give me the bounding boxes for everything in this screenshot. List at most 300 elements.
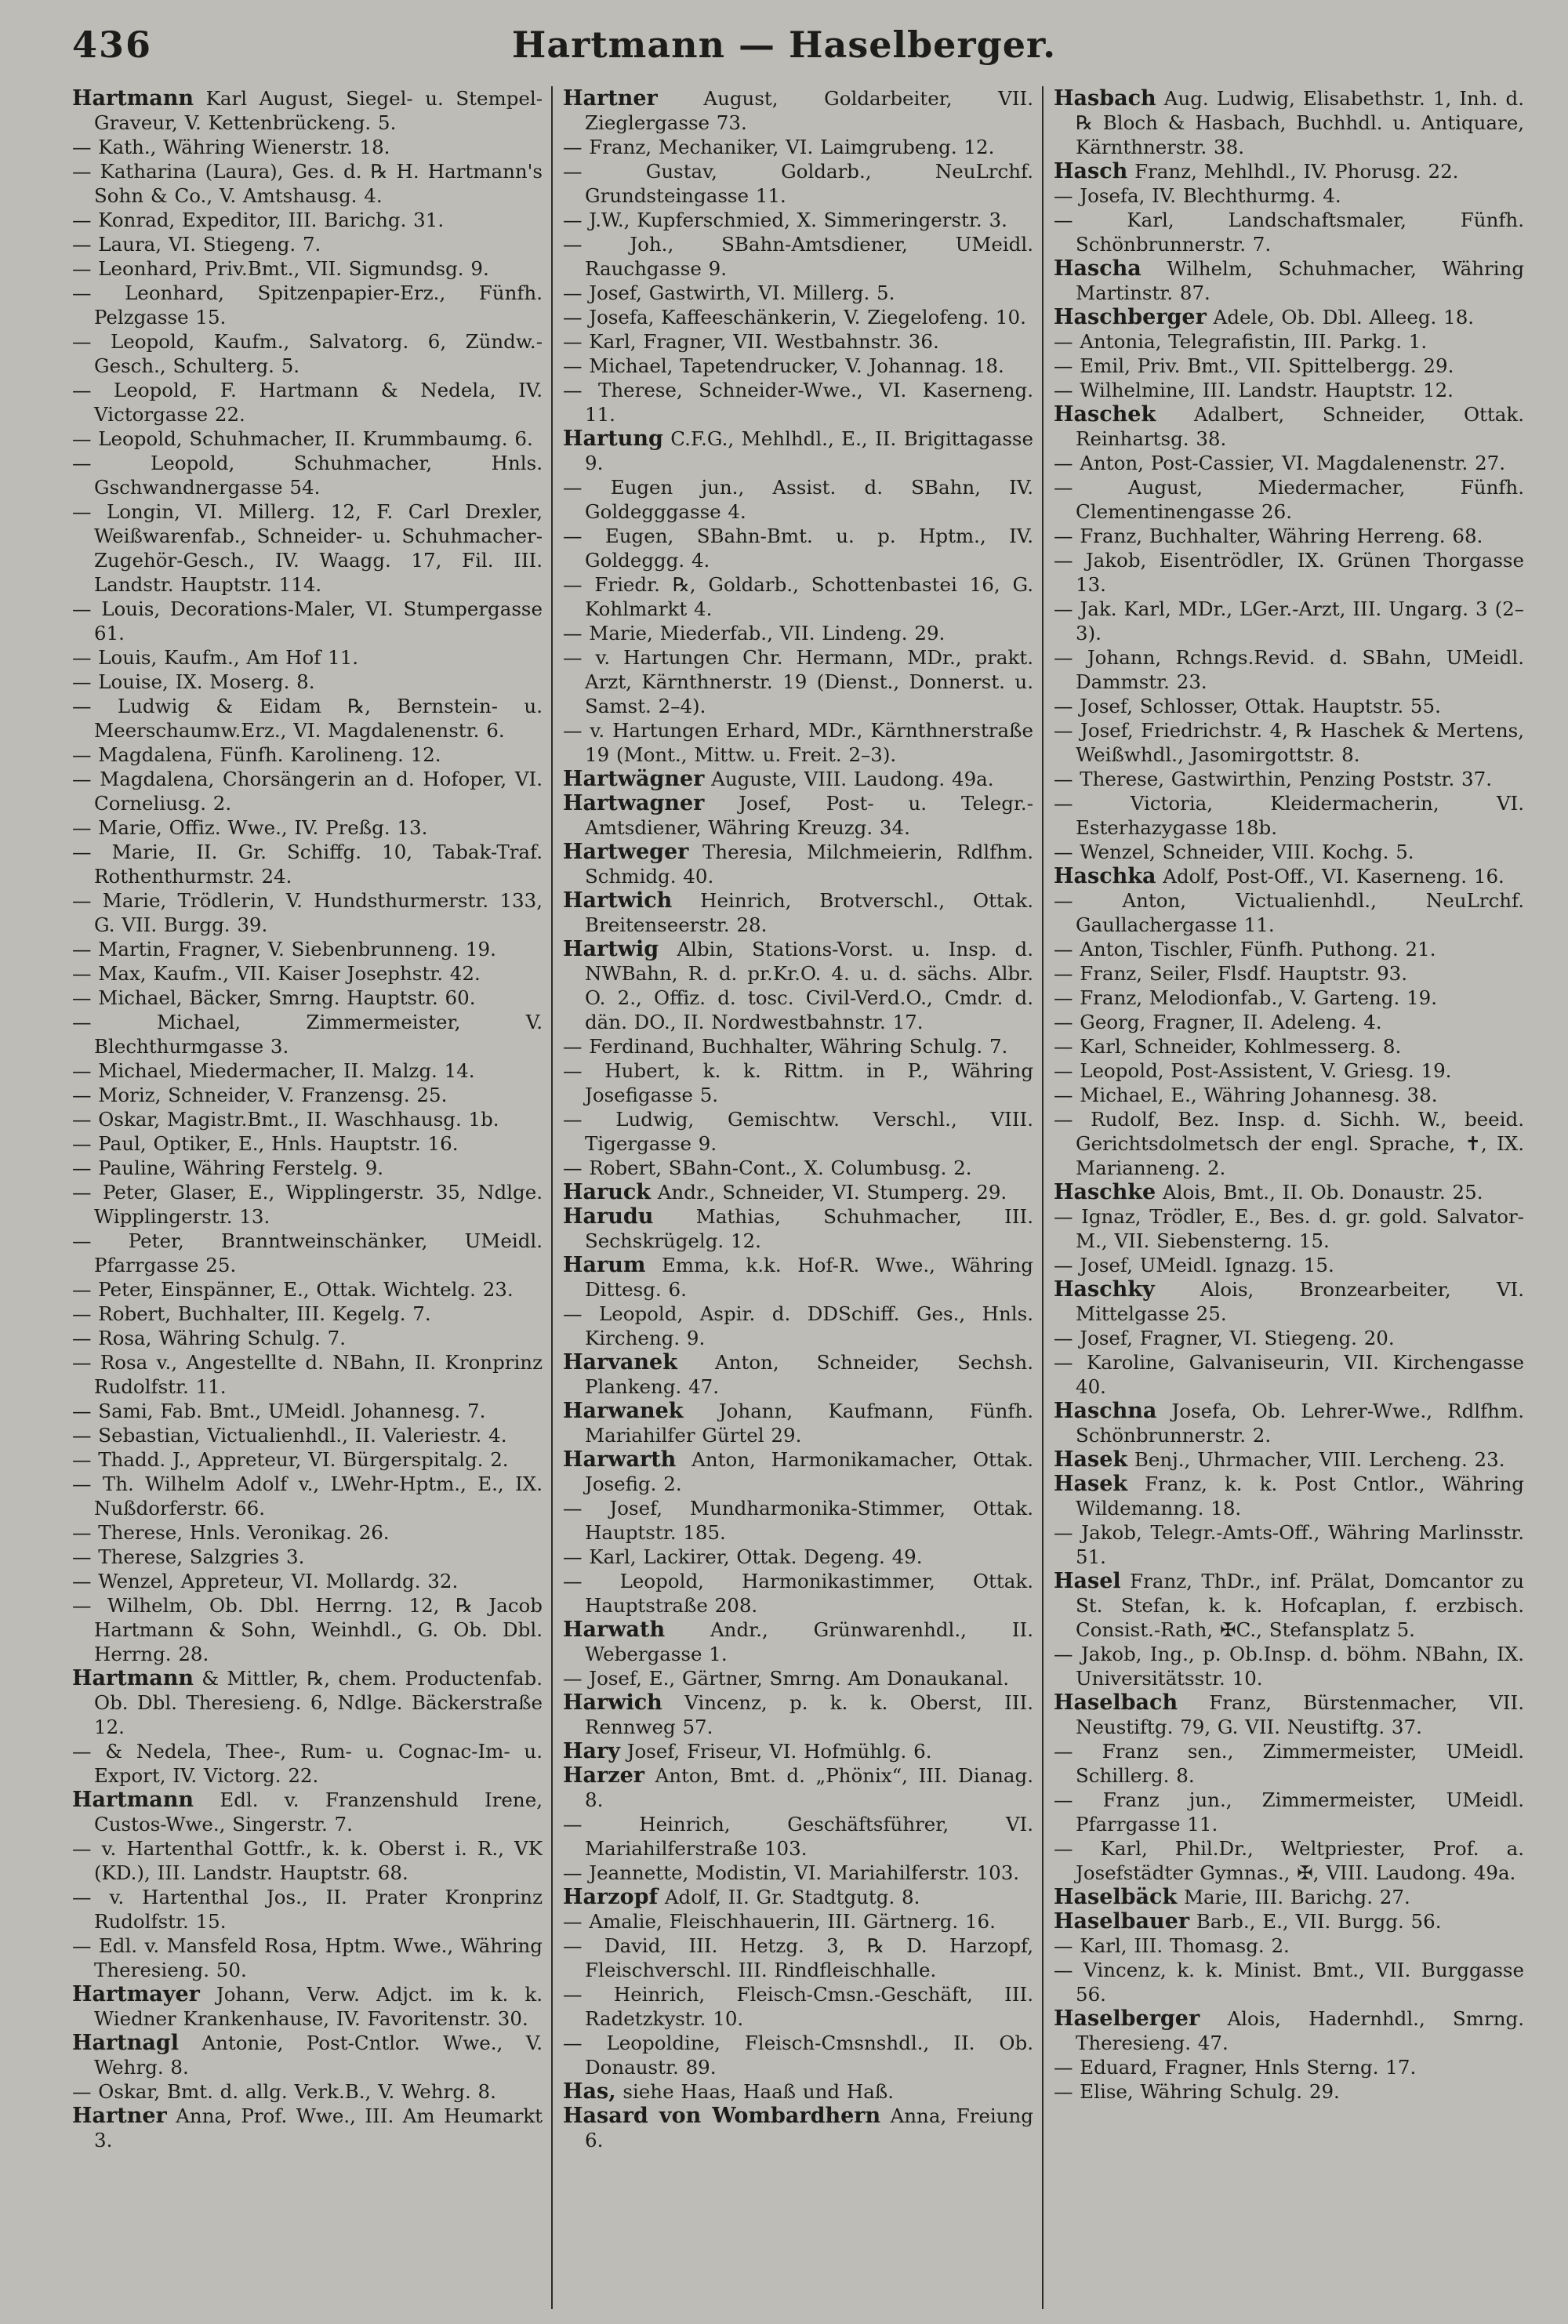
entry-text: Franz, Bürstenmacher, VII. Neustiftg. 79, G. VII. Neustiftg. 37.	[1076, 1691, 1524, 1738]
entry-text: Josef, Friseur, VI. Hofmühlg. 6.	[619, 1740, 932, 1763]
entry-text: — Louise, IX. Moserg. 8.	[72, 670, 315, 693]
directory-entry	[563, 937, 1033, 1034]
directory-entry	[563, 1982, 1033, 2031]
entry-surname: Haschek	[1054, 402, 1156, 427]
entry-text: Adolf, Post-Off., VI. Kaserneng. 16.	[1156, 865, 1504, 888]
entry-text: — Leonhard, Priv.Bmt., VII. Sigmundsg. 9.	[72, 257, 489, 280]
entry-text: Karl August, Siegel- u. Stempel-Graveur, V. Kettenbrückeng. 5.	[94, 87, 543, 134]
directory-entry	[72, 1934, 543, 1982]
entry-text: Anna, Prof. Wwe., III. Am Heumarkt 3.	[94, 2104, 543, 2152]
entry-text: — Jakob, Telegr.-Amts-Off., Währing Marlinsstr. 51.	[1054, 1521, 1524, 1568]
entry-text: — Karl, Landschaftsmaler, Fünfh. Schönbrunnerstr. 7.	[1054, 209, 1524, 256]
entry-text: — Leopold, Schuhmacher, Hnls. Gschwandnergasse 54.	[72, 452, 543, 499]
entry-text: — Sebastian, Victualienhdl., II. Valeriestr. 4.	[72, 1424, 507, 1447]
directory-entry	[563, 1812, 1033, 1861]
entry-text: — Jak. Karl, MDr., LGer.-Arzt, III. Ungarg. 3 (2–3).	[1054, 597, 1524, 645]
entry-text: — Rosa, Währing Schulg. 7.	[72, 1327, 347, 1349]
entry-text: — Michael, E., Währing Johannesg. 38.	[1054, 1084, 1438, 1106]
directory-entry	[563, 1034, 1033, 1059]
directory-entry	[72, 427, 543, 451]
entry-surname: Hasard von Wombardhern	[563, 2104, 881, 2128]
entry-text: — J.W., Kupferschmied, X. Simmeringerstr. 3.	[563, 209, 1007, 231]
entry-text: — Josef, E., Gärtner, Smrng. Am Donaukanal.	[563, 1667, 1010, 1690]
directory-entry	[563, 1861, 1033, 1885]
directory-entry	[1054, 329, 1524, 354]
directory-entry	[1054, 1739, 1524, 1788]
directory-entry	[72, 1326, 543, 1350]
entry-text: C.F.G., Mehlhdl., E., II. Brigittagasse 9.	[585, 427, 1033, 474]
entry-text: — Elise, Währing Schulg. 29.	[1054, 2080, 1340, 2103]
directory-entry	[72, 1520, 543, 1545]
entry-surname: Hartung	[563, 427, 663, 451]
directory-entry	[1054, 475, 1524, 524]
entry-text: Franz, k. k. Post Cntlor., Währing Wildemanng. 18.	[1076, 1472, 1524, 1520]
entry-text: — Emil, Priv. Bmt., VII. Spittelbergg. 29.	[1054, 354, 1454, 377]
column-right	[1054, 86, 1524, 2309]
entry-text: Marie, III. Barichg. 27.	[1177, 1886, 1410, 1908]
entry-text: — Anton, Victualienhdl., NeuLrchf. Gaullachergasse 11.	[1054, 889, 1524, 936]
directory-entry	[72, 1739, 543, 1788]
entry-text: Josefa, Ob. Lehrer-Wwe., Rdlfhm. Schönbrunnerstr. 2.	[1076, 1400, 1524, 1447]
entry-text: Emma, k.k. Hof-R. Wwe., Währing Dittesg. 6.	[585, 1254, 1033, 1301]
entry-text: Franz, Mehlhdl., IV. Phorusg. 22.	[1127, 160, 1459, 183]
directory-entry	[563, 524, 1033, 572]
directory-entry	[1054, 1399, 1524, 1447]
directory-entry	[72, 694, 543, 743]
entry-text: — Oskar, Bmt. d. allg. Verk.B., V. Wehrg. 8.	[72, 2080, 496, 2103]
entry-text: — Eduard, Fragner, Hnls Sterng. 17.	[1054, 2056, 1417, 2079]
entry-text: — Antonia, Telegrafistin, III. Parkg. 1.	[1054, 330, 1428, 353]
entry-surname: Hasek	[1054, 1447, 1128, 1472]
directory-entry	[72, 1472, 543, 1520]
directory-entry	[1054, 1909, 1524, 1934]
directory-entry	[1054, 840, 1524, 864]
directory-entry	[563, 1909, 1033, 1934]
directory-entry	[563, 621, 1033, 645]
entry-text: — Marie, Offiz. Wwe., IV. Preßg. 13.	[72, 816, 428, 839]
entry-text: — Anton, Tischler, Fünfh. Puthong. 21.	[1054, 938, 1436, 960]
directory-entry	[1054, 86, 1524, 159]
directory-entry	[72, 670, 543, 694]
entry-text: — Karl, Schneider, Kohlmesserg. 8.	[1054, 1035, 1402, 1058]
directory-entry	[563, 645, 1033, 718]
directory-entry	[72, 499, 543, 597]
entry-text: Adalbert, Schneider, Ottak. Reinhartsg. 38.	[1076, 403, 1524, 450]
entry-text: Franz, ThDr., inf. Prälat, Domcantor zu St. Stefan, k. k. Hofcaplan, f. erzbisch. Consist.-Rath, ✠C., Stefansplatz 5.	[1076, 1570, 1524, 1641]
directory-entry	[1054, 402, 1524, 451]
entry-surname: Haschke	[1054, 1180, 1156, 1204]
directory-entry	[72, 1569, 543, 1593]
entry-text: Adele, Ob. Dbl. Alleeg. 18.	[1206, 306, 1475, 329]
entry-text: — Karl, Fragner, VII. Westbahnstr. 36.	[563, 330, 939, 353]
entry-surname: Haselbauer	[1054, 1909, 1190, 1934]
directory-entry	[563, 1180, 1033, 1204]
directory-entry	[1054, 1010, 1524, 1034]
directory-entry	[1054, 548, 1524, 597]
entry-surname: Hartnagl	[72, 2031, 179, 2055]
directory-entry	[72, 888, 543, 937]
directory-entry	[1054, 1083, 1524, 1107]
entry-text: — Wenzel, Appreteur, VI. Mollardg. 32.	[72, 1570, 459, 1592]
directory-entry	[563, 1302, 1033, 1350]
entry-surname: Harwich	[563, 1690, 662, 1715]
entry-text: — Karoline, Galvaniseurin, VII. Kirchengasse 40.	[1054, 1351, 1524, 1398]
entry-text: — Leopold, Schuhmacher, II. Krummbaumg. 6.	[72, 427, 533, 450]
directory-entry	[1054, 256, 1524, 305]
entry-surname: Harzer	[563, 1763, 644, 1788]
directory-entry	[1054, 208, 1524, 256]
entry-surname: Harwath	[563, 1618, 666, 1642]
entry-text: Mathias, Schuhmacher, III. Sechskrügelg. 12.	[585, 1205, 1033, 1252]
directory-entry	[72, 2079, 543, 2104]
entry-surname: Haselberger	[1054, 2006, 1200, 2031]
directory-entry	[563, 718, 1033, 767]
entry-text: & Mittler, ℞, chem. Productenfab. Ob. Dbl. Theresieng. 6, Ndlge. Bäckerstraße 12.	[94, 1667, 543, 1738]
directory-entry	[563, 1618, 1033, 1666]
entry-text: — Leopold, F. Hartmann & Nedela, IV. Victorgasse 22.	[72, 379, 543, 426]
entry-text: — Leopold, Harmonikastimmer, Ottak. Hauptstraße 208.	[563, 1570, 1033, 1617]
entry-text: Antonie, Post-Cntlor. Wwe., V. Wehrg. 8.	[94, 2032, 543, 2079]
directory-entry	[563, 888, 1033, 937]
entry-surname: Hartweger	[563, 840, 689, 864]
directory-entry	[1054, 718, 1524, 767]
entry-text: — Rosa v., Angestellte d. NBahn, II. Kronprinz Rudolfstr. 11.	[72, 1351, 543, 1398]
entry-text: — Therese, Schneider-Wwe., VI. Kaserneng. 11.	[563, 379, 1033, 426]
entry-text: — Gustav, Goldarb., NeuLrchf. Grundsteingasse 11.	[563, 160, 1033, 207]
directory-entry	[1054, 524, 1524, 548]
entry-surname: Hartwig	[563, 937, 659, 961]
directory-entry	[1054, 1447, 1524, 1472]
directory-entry	[72, 378, 543, 427]
entry-text: — Georg, Fragner, II. Adeleng. 4.	[1054, 1011, 1382, 1033]
page-header	[0, 24, 1568, 94]
directory-entry	[563, 1934, 1033, 1982]
directory-entry	[72, 1277, 543, 1302]
directory-entry	[1054, 354, 1524, 378]
directory-entry	[563, 86, 1033, 135]
entry-text: — Oskar, Magistr.Bmt., II. Waschhausg. 1b.	[72, 1108, 499, 1131]
entry-text: — Robert, Buchhalter, III. Kegelg. 7.	[72, 1302, 431, 1325]
entry-text: — Jakob, Ing., p. Ob.Insp. d. böhm. NBahn, IX. Universitätsstr. 10.	[1054, 1643, 1524, 1690]
directory-entry	[563, 2031, 1033, 2079]
entry-text: — Heinrich, Fleisch-Cmsn.-Geschäft, III. Radetzkystr. 10.	[563, 1983, 1033, 2030]
directory-entry	[72, 2104, 543, 2152]
entry-text: August, Goldarbeiter, VII. Zieglergasse 73.	[585, 87, 1033, 134]
entry-text: — Wilhelmine, III. Landstr. Hauptstr. 12.	[1054, 379, 1454, 401]
entry-text: — Josef, UMeidl. Ignazg. 15.	[1054, 1254, 1334, 1276]
entry-text: — Josefa, IV. Blechthurmg. 4.	[1054, 184, 1341, 207]
directory-entry	[1054, 986, 1524, 1010]
entry-text: — Marie, Miederfab., VII. Lindeng. 29.	[563, 622, 946, 645]
entry-text: Theresia, Milchmeierin, Rdlfhm. Schmidg. 40.	[585, 841, 1033, 888]
entry-text: — Moriz, Schneider, V. Franzensg. 25.	[72, 1084, 448, 1106]
entry-text: — Wenzel, Schneider, VIII. Kochg. 5.	[1054, 841, 1414, 863]
directory-entry	[1054, 1569, 1524, 1642]
directory-entry	[563, 572, 1033, 621]
directory-entry	[72, 840, 543, 888]
entry-text: — Franz, Mechaniker, VI. Laimgrubeng. 12.	[563, 136, 995, 158]
entry-text: — v. Hartenthal Gottfr., k. k. Oberst i. R., VK (KD.), III. Landstr. Hauptstr. 68.	[72, 1837, 543, 1884]
entry-text: — Josef, Friedrichstr. 4, ℞ Haschek & Mertens, Weißwhdl., Jasomirgottstr. 8.	[1054, 719, 1524, 766]
directory-entry	[1054, 791, 1524, 840]
entry-surname: Hartmann	[72, 1666, 194, 1690]
directory-entry	[563, 1690, 1033, 1739]
entry-text: — Louis, Decorations-Maler, VI. Stumpergasse 61.	[72, 597, 543, 645]
entry-surname: Hartmann	[72, 1788, 194, 1812]
entry-surname: Harudu	[563, 1204, 654, 1229]
entry-text: — Franz sen., Zimmermeister, UMeidl. Schillerg. 8.	[1054, 1740, 1524, 1787]
column-middle	[563, 86, 1033, 2309]
entry-text: — Longin, VI. Millerg. 12, F. Carl Drexler, Weißwarenfab., Schneider- u. Schuhmacher-Zugehör-Gesch., IV. Waagg. 17, Fil. III. Landstr. Hauptstr. 114.	[72, 500, 543, 596]
directory-entry	[1054, 1934, 1524, 1958]
entry-text: — Ludwig, Gemischtw. Verschl., VIII. Tigergasse 9.	[563, 1108, 1033, 1155]
directory-entry	[1054, 1642, 1524, 1690]
directory-entry	[72, 1447, 543, 1472]
directory-entry	[563, 1253, 1033, 1302]
directory-entry	[563, 208, 1033, 232]
entry-surname: Haselbäck	[1054, 1885, 1178, 1909]
directory-entry	[72, 1180, 543, 1229]
directory-entry	[563, 281, 1033, 305]
directory-entry	[72, 1836, 543, 1885]
entry-text: — v. Hartenthal Jos., II. Prater Kronprinz Rudolfstr. 15.	[72, 1886, 543, 1933]
entry-text: — Leopold, Post-Assistent, V. Griesg. 19.	[1054, 1059, 1452, 1082]
entry-text: — Peter, Branntweinschänker, UMeidl. Pfarrgasse 25.	[72, 1229, 543, 1276]
entry-text: — David, III. Hetzg. 3, ℞ D. Harzopf, Fleischverschl. III. Rindfleischhalle.	[563, 1934, 1033, 1981]
entry-text: — Leopoldine, Fleisch-Cmsnshdl., II. Ob. Donaustr. 89.	[563, 2032, 1033, 2079]
directory-entry	[1054, 2006, 1524, 2055]
directory-entry	[563, 232, 1033, 281]
directory-entry	[563, 427, 1033, 475]
entry-surname: Hasel	[1054, 1569, 1121, 1593]
directory-entry	[72, 281, 543, 329]
directory-entry	[72, 208, 543, 232]
entry-text: — Leopold, Aspir. d. DDSchiff. Ges., Hnls. Kircheng. 9.	[563, 1302, 1033, 1349]
directory-entry	[1054, 1690, 1524, 1739]
directory-entry	[563, 1496, 1033, 1545]
entry-surname: Hasbach	[1054, 86, 1156, 111]
directory-entry	[72, 1083, 543, 1107]
entry-text: — Therese, Salzgries 3.	[72, 1545, 305, 1568]
directory-entry	[72, 1666, 543, 1739]
directory-entry	[1054, 767, 1524, 791]
entry-text: — Franz, Melodionfab., V. Garteng. 19.	[1054, 986, 1438, 1009]
directory-entry	[1054, 1277, 1524, 1326]
entry-text: — Martin, Fragner, V. Siebenbrunneng. 19.	[72, 938, 496, 960]
entry-text: — Michael, Miedermacher, II. Malzg. 14.	[72, 1059, 475, 1082]
entry-text: — Victoria, Kleidermacherin, VI. Esterhazygasse 18b.	[1054, 792, 1524, 839]
directory-entry	[1054, 2055, 1524, 2079]
directory-entry	[563, 1059, 1033, 1107]
entry-surname: Hartwagner	[563, 791, 705, 815]
directory-entry	[72, 1156, 543, 1180]
directory-entry	[563, 159, 1033, 208]
directory-entry	[72, 1545, 543, 1569]
directory-entry	[563, 354, 1033, 378]
entry-surname: Hasek	[1054, 1472, 1128, 1496]
entry-text: Adolf, II. Gr. Stadtgutg. 8.	[658, 1886, 920, 1908]
entry-surname: Hascha	[1054, 256, 1142, 281]
entry-text: — Thadd. J., Appreteur, VI. Bürgerspitalg. 2.	[72, 1448, 509, 1471]
directory-entry	[563, 1399, 1033, 1447]
entry-text: — August, Miedermacher, Fünfh. Clementinengasse 26.	[1054, 476, 1524, 523]
entry-surname: Hartwägner	[563, 767, 705, 791]
entry-text: Benj., Uhrmacher, VIII. Lercheng. 23.	[1127, 1448, 1505, 1471]
directory-entry	[1054, 305, 1524, 329]
entry-text: — Heinrich, Geschäftsführer, VI. Mariahilferstraße 103.	[563, 1813, 1033, 1860]
directory-entry	[72, 1885, 543, 1934]
entry-text: Wilhelm, Schuhmacher, Währing Martinstr. 87.	[1076, 257, 1524, 304]
directory-entry	[563, 1885, 1033, 1909]
directory-entry	[1054, 645, 1524, 694]
directory-entry	[563, 1350, 1033, 1399]
directory-entry	[563, 2079, 1033, 2104]
column-divider	[551, 86, 553, 2309]
entry-text: — Michael, Tapetendrucker, V. Johannag. 18.	[563, 354, 1004, 377]
directory-entry	[1054, 937, 1524, 961]
entry-text: — Robert, SBahn-Cont., X. Columbusg. 2.	[563, 1157, 972, 1179]
directory-entry	[563, 767, 1033, 791]
directory-entry	[1054, 2079, 1524, 2104]
directory-entry	[72, 1350, 543, 1399]
page-number: 436	[72, 24, 153, 66]
directory-entry	[1054, 451, 1524, 475]
entry-text: Josef, Post- u. Telegr.-Amtsdiener, Währing Kreuzg. 34.	[585, 792, 1033, 839]
directory-entry	[563, 1204, 1033, 1253]
directory-entry	[563, 2104, 1033, 2152]
directory-entry	[563, 1569, 1033, 1618]
entry-text: Heinrich, Brotverschl., Ottak. Breitenseerstr. 28.	[585, 889, 1033, 936]
directory-entry	[1054, 694, 1524, 718]
entry-text: — Eugen, SBahn-Bmt. u. p. Hptm., IV. Goldeggg. 4.	[563, 525, 1033, 572]
directory-entry	[1054, 1885, 1524, 1909]
entry-surname: Hartner	[72, 2104, 167, 2128]
entry-text: — Louis, Kaufm., Am Hof 11.	[72, 646, 359, 669]
entry-text: — Franz, Buchhalter, Währing Herreng. 68.	[1054, 525, 1483, 547]
entry-text: — Josefa, Kaffeeschänkerin, V. Ziegelofeng. 10.	[563, 306, 1026, 329]
entry-text: — Joh., SBahn-Amtsdiener, UMeidl. Rauchgasse 9.	[563, 233, 1033, 280]
entry-text: Alois, Bronzearbeiter, VI. Mittelgasse 25.	[1076, 1278, 1524, 1325]
directory-entry	[72, 159, 543, 208]
entry-surname: Has,	[563, 2079, 616, 2104]
directory-entry	[1054, 1836, 1524, 1885]
entry-text: — Ferdinand, Buchhalter, Währing Schulg. 7.	[563, 1035, 1008, 1058]
entry-surname: Harum	[563, 1253, 646, 1277]
directory-entry	[1054, 1350, 1524, 1399]
directory-columns	[72, 86, 1523, 2309]
entry-text: Aug. Ludwig, Elisabethstr. 1, Inh. d. ℞ Bloch & Hasbach, Buchhdl. u. Antiquare, Kärnthnerstr. 38.	[1076, 87, 1524, 158]
directory-entry	[1054, 1059, 1524, 1083]
entry-surname: Harzopf	[563, 1885, 659, 1909]
entry-text: Alois, Bmt., II. Ob. Donaustr. 25.	[1156, 1181, 1483, 1204]
directory-entry	[563, 791, 1033, 840]
entry-text: — Wilhelm, Ob. Dbl. Herrng. 12, ℞ Jacob Hartmann & Sohn, Weinhdl., G. Ob. Dbl. Herrng. 28.	[72, 1594, 543, 1665]
directory-entry	[1054, 1958, 1524, 2006]
entry-text: siehe Haas, Haaß und Haß.	[615, 2080, 894, 2103]
directory-entry	[72, 767, 543, 815]
directory-entry	[72, 1010, 543, 1059]
directory-entry	[72, 1593, 543, 1666]
directory-entry	[72, 1131, 543, 1156]
directory-entry	[72, 2031, 543, 2079]
entry-text: — Th. Wilhelm Adolf v., LWehr-Hptm., E., IX. Nußdorferstr. 66.	[72, 1472, 543, 1520]
entry-text: — Josef, Mundharmonika-Stimmer, Ottak. Hauptstr. 185.	[563, 1497, 1033, 1544]
entry-surname: Hartmayer	[72, 1982, 200, 2006]
entry-text: Vincenz, p. k. k. Oberst, III. Rennweg 57.	[585, 1691, 1033, 1738]
entry-surname: Haselbach	[1054, 1690, 1178, 1715]
directory-entry	[1054, 1520, 1524, 1569]
directory-entry	[72, 135, 543, 159]
directory-entry	[563, 305, 1033, 329]
directory-entry	[1054, 1034, 1524, 1059]
directory-entry	[72, 1302, 543, 1326]
entry-text: — Leopold, Kaufm., Salvatorg. 6, Zündw.-Gesch., Schulterg. 5.	[72, 330, 543, 377]
directory-entry	[72, 1399, 543, 1423]
directory-entry	[563, 135, 1033, 159]
entry-text: — Marie, Trödlerin, V. Hundsthurmerstr. 133, G. VII. Burgg. 39.	[72, 889, 543, 936]
entry-text: Anna, Freiung 6.	[585, 2104, 1033, 2152]
entry-text: Anton, Bmt. d. „Phönix“, III. Dianag. 8.	[585, 1764, 1033, 1811]
directory-entry	[1054, 864, 1524, 888]
entry-text: — Rudolf, Bez. Insp. d. Sichh. W., beeid. Gerichtsdolmetsch der engl. Sprache, ✝, IX. Marianneng. 2.	[1054, 1108, 1524, 1179]
column-left	[72, 86, 543, 2309]
entry-surname: Hary	[563, 1739, 620, 1763]
entry-text: Johann, Kaufmann, Fünfh. Mariahilfer Gürtel 29.	[585, 1400, 1033, 1447]
directory-entry	[72, 1107, 543, 1131]
entry-surname: Hartwich	[563, 888, 673, 913]
directory-entry	[1054, 1472, 1524, 1520]
entry-text: — Michael, Bäcker, Smrng. Hauptstr. 60.	[72, 986, 476, 1009]
directory-entry	[1054, 183, 1524, 208]
directory-entry	[1054, 1180, 1524, 1204]
directory-entry	[563, 1447, 1033, 1496]
entry-text: — Max, Kaufm., VII. Kaiser Josephstr. 42.	[72, 962, 481, 985]
entry-text: — Jeannette, Modistin, VI. Mariahilferstr. 103.	[563, 1861, 1020, 1884]
directory-entry	[1054, 888, 1524, 937]
directory-entry	[72, 645, 543, 670]
entry-text: — Franz, Seiler, Flsdf. Hauptstr. 93.	[1054, 962, 1408, 985]
entry-text: Auguste, VIII. Laudong. 49a.	[704, 768, 994, 790]
entry-text: Anton, Schneider, Sechsh. Plankeng. 47.	[585, 1351, 1033, 1398]
entry-surname: Haschberger	[1054, 305, 1207, 329]
entry-text: — Josef, Schlosser, Ottak. Hauptstr. 55.	[1054, 695, 1441, 717]
directory-entry	[563, 1763, 1033, 1812]
entry-surname: Hartner	[563, 86, 658, 111]
entry-text: Johann, Verw. Adjct. im k. k. Wiedner Krankenhause, IV. Favoritenstr. 30.	[94, 1983, 543, 2030]
directory-entry	[1054, 1326, 1524, 1350]
directory-entry	[72, 743, 543, 767]
entry-surname: Hasch	[1054, 159, 1128, 183]
directory-entry	[563, 329, 1033, 354]
directory-entry	[563, 1156, 1033, 1180]
directory-entry	[563, 378, 1033, 427]
entry-text: — Laura, VI. Stiegeng. 7.	[72, 233, 321, 256]
directory-entry	[72, 256, 543, 281]
entry-text: — Pauline, Währing Ferstelg. 9.	[72, 1157, 384, 1179]
directory-entry	[1054, 1253, 1524, 1277]
directory-entry	[563, 840, 1033, 888]
entry-text: Andr., Grünwarenhdl., II. Webergasse 1.	[585, 1618, 1033, 1665]
directory-entry	[1054, 1107, 1524, 1180]
entry-text: — Amalie, Fleischhauerin, III. Gärtnerg. 16.	[563, 1910, 996, 1933]
entry-text: — Paul, Optiker, E., Hnls. Hauptstr. 16.	[72, 1132, 459, 1155]
entry-text: — Eugen jun., Assist. d. SBahn, IV. Goldegggasse 4.	[563, 476, 1033, 523]
entry-text: — Peter, Glaser, E., Wipplingerstr. 35, Ndlge. Wipplingerstr. 13.	[72, 1181, 543, 1228]
entry-text: Barb., E., VII. Burgg. 56.	[1189, 1910, 1442, 1933]
directory-entry	[72, 329, 543, 378]
entry-text: — Therese, Gastwirthin, Penzing Poststr. 37.	[1054, 768, 1492, 790]
entry-text: — Therese, Hnls. Veronikag. 26.	[72, 1521, 390, 1544]
